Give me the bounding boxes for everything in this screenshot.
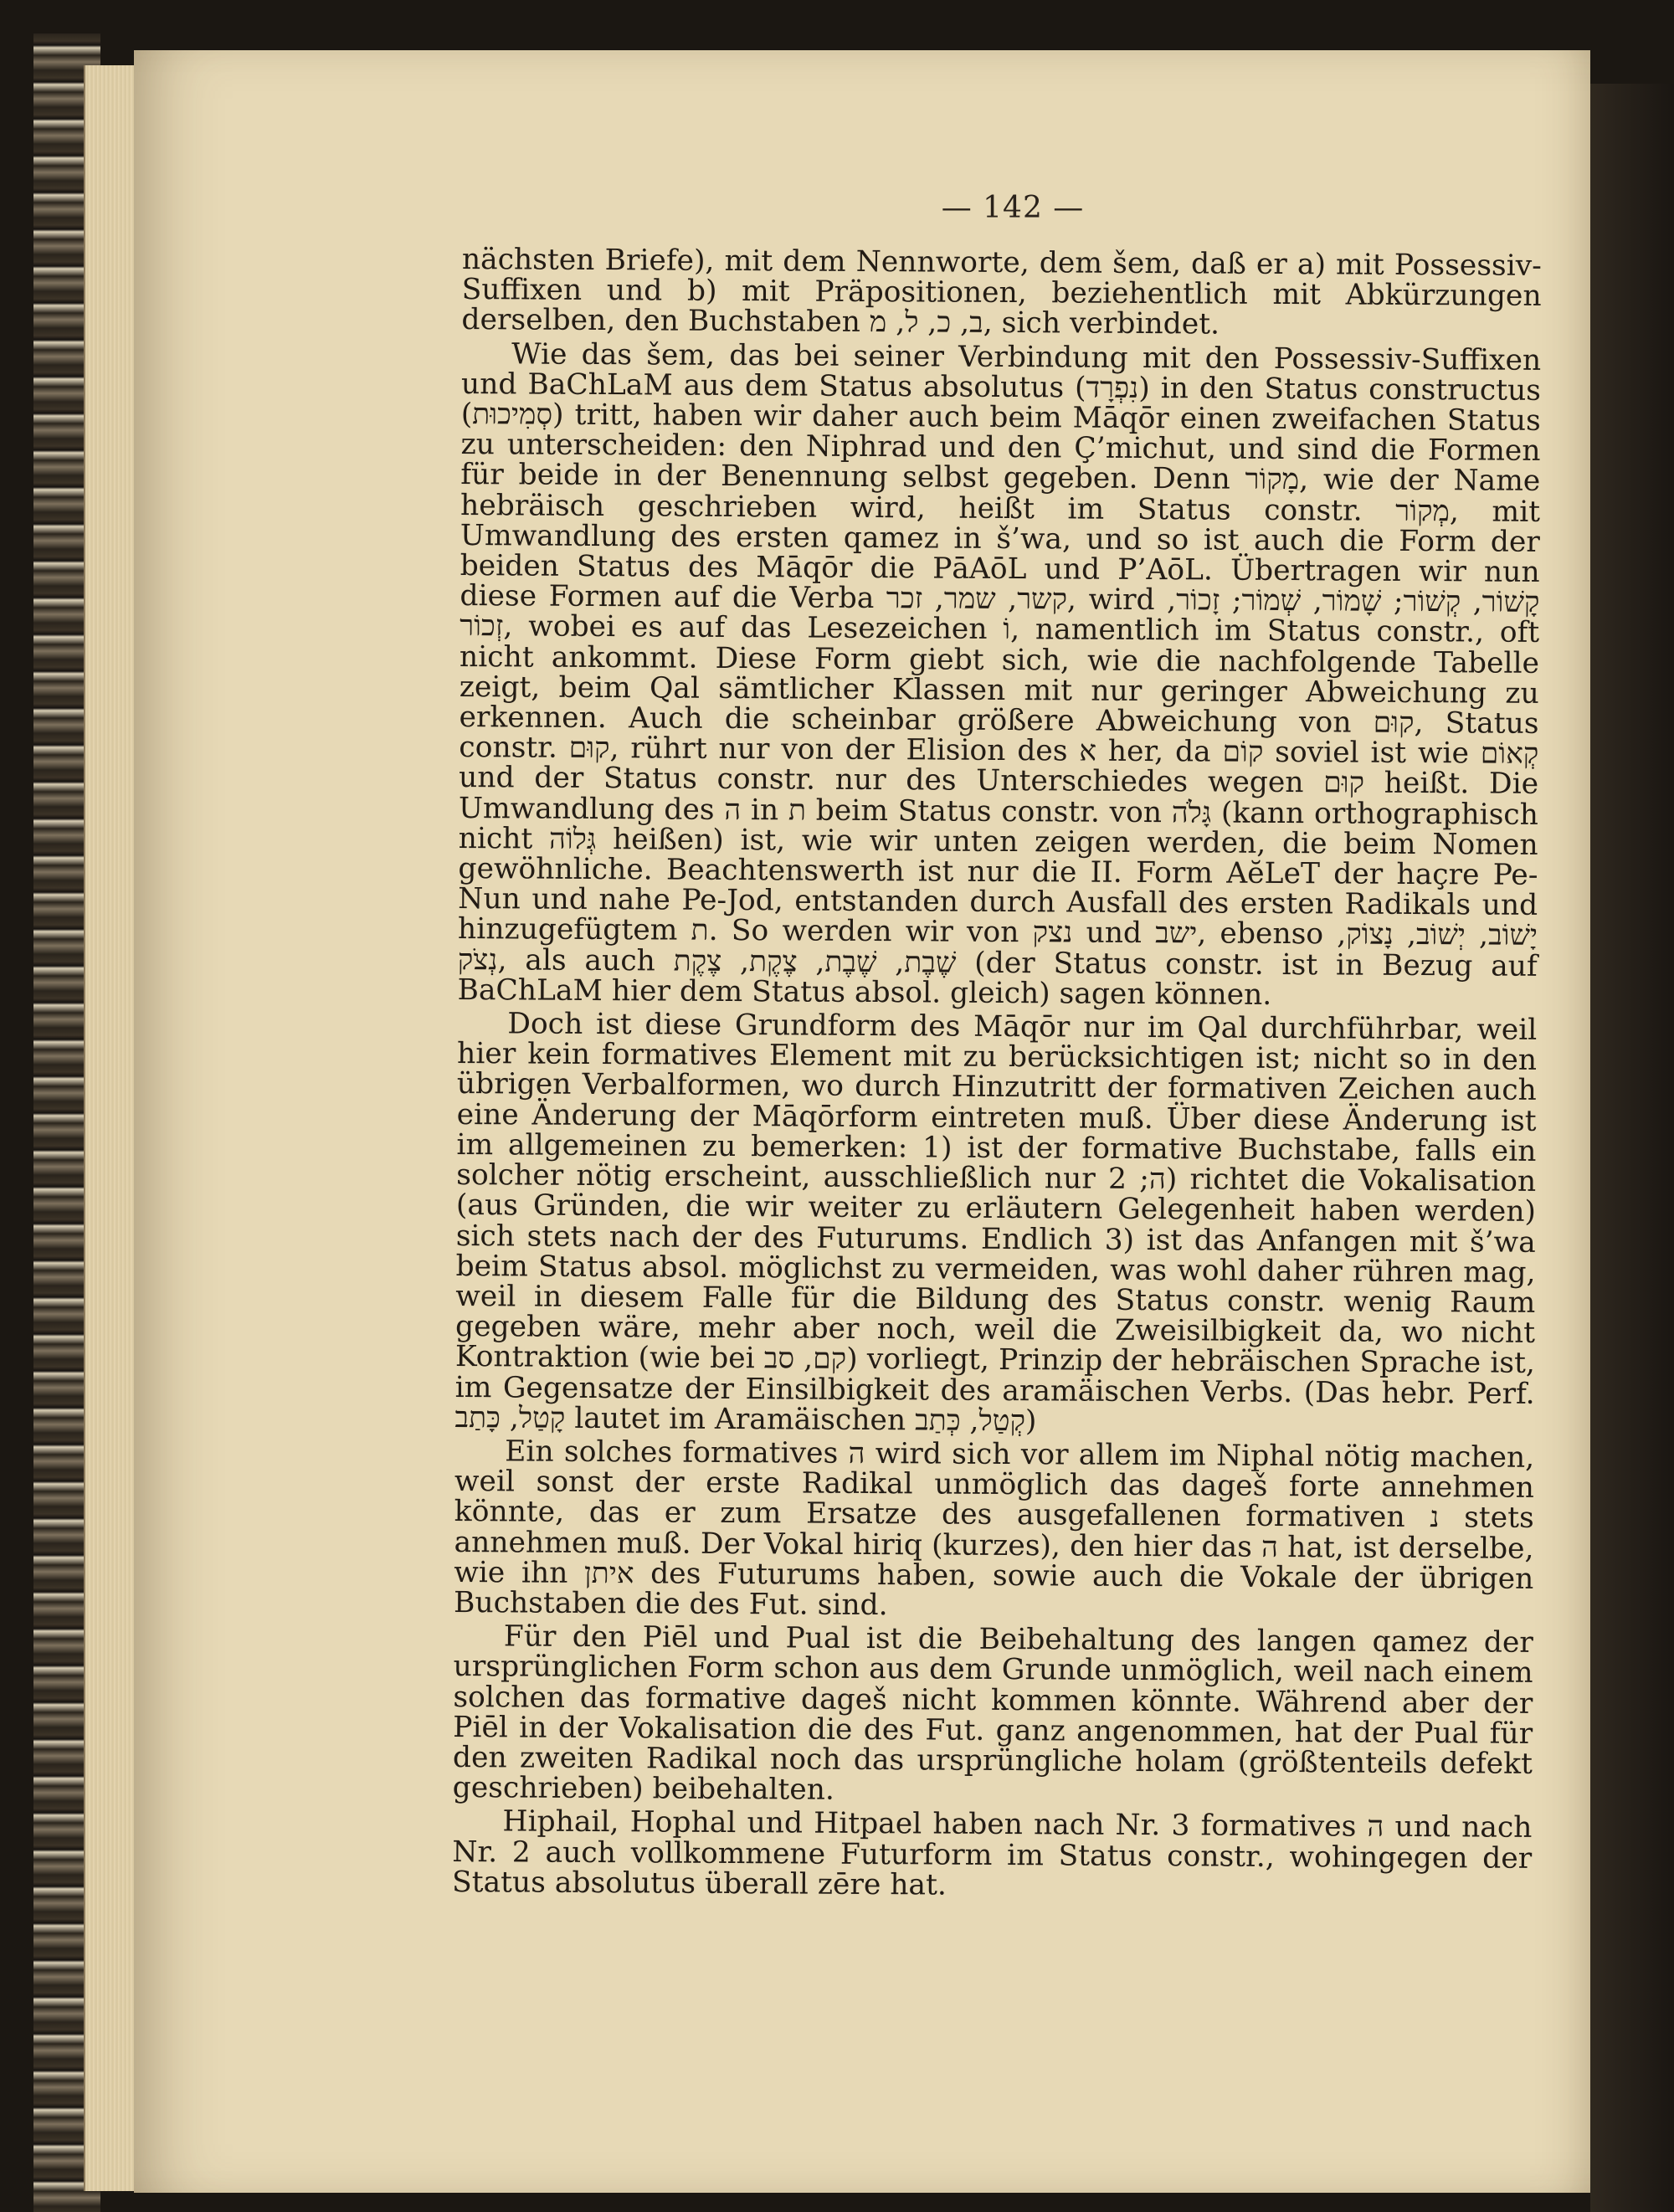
paragraph: Doch ist diese Grundform des Māqōr nur im Qal durchführbar, weil hier kein formatives Element mit zu berücksichtigen ist; nicht so in den übrigen Verbalformen, wo durch Hinzutritt der formativen Zeichen auch eine Änderung der Māqōrform eintreten muß. Über diese Änderung ist im allgemeinen zu bemerken: 1) ist der formative Buchstabe, falls ein solcher nötig erscheint, ausschließlich nur ה; 2) richtet die Vokalisation (aus Gründen, die wir weiter zu erläutern Gelegenheit haben werden) sich stets nach der des Futurums. Endlich 3) ist das Anfangen mit š’wa beim Status absol. möglichst zu vermeiden, was wohl daher rühren mag, weil in diesem Falle für die Bildung des Status constr. wenig Raum gegeben wäre, mehr aber noch, weil die Zweisilbigkeit da, wo nicht Kontraktion (wie bei קם, סב) vorliegt, Prinzip der hebräischen Sprache ist, im Gegensatze der Einsilbigkeit des aramäischen Verbs. (Das hebr. Perf. קָטַל, כָּתַב lautet im Aramäischen קְטַל, כְּתַב): [454, 1007, 1538, 1438]
paragraph: Wie das šem, das bei seiner Verbindung mit den Possessiv-Suffixen und BaChLaM aus dem Status absolutus (נִפְרָד) in den Status constructus (סְמִיכוּת) tritt, haben wir daher auch beim Māqōr einen zweifachen Status zu unterscheiden: den Niphrad und den Ç’michut, und sind die Formen für beide in der Benennung selbst gegeben. Denn מָקוֹר, wie der Name hebräisch geschrieben wird, heißt im Status constr. מְקוֹר, mit Umwandlung des ersten qamez in š’wa, und so ist auch die Form der beiden Status des Māqōr die PāAōL und P’AōL. Übertragen wir nun diese Formen auf die Verba קשר, שמר, זכר, wird קָשׁוֹר, קְשׁוֹר; שָׁמוֹר, שְׁמוֹר; זָכוֹר, זְכוֹר, wobei es auf das Lesezeichen וֹ, namentlich im Status constr., oft nicht ankommt. Diese Form giebt sich, wie die nachfolgende Tabelle zeigt, beim Qal sämtlicher Klassen mit nur geringer Abweichung zu erkennen. Auch die scheinbar größere Abweichung von קוּם, Status constr. קוּם, rührt nur von der Elision des א her, da קוֹם soviel ist wie קְאוֹם und der Status constr. nur des Unterschiedes wegen קוּם heißt. Die Umwandlung des ה in ת beim Status constr. von גָּלֹה (kann orthographisch nicht גְּלוֹה heißen) ist, wie wir unten zeigen werden, die beim Nomen gewöhnliche. Beachtenswerth ist nur die II. Form AĕLeT der haçre Pe-Nun und nahe Pe-Jod, entstanden durch Ausfall des ersten Radikals und hinzugefügtem ת. So werden wir von נצק und ישב, ebenso יָשׁוֹב, יְשׁוֹב, נָצוֹק, נְצֹק, als auch שֶׁבֶת, שֶׁבֶת, צֶקֶת, צֶקֶת (der Status constr. ist in Bezug auf BaChLaM hier dem Status absol. gleich) sagen können.: [457, 336, 1542, 1012]
paragraph: Ein solches formatives ה wird sich vor allem im Niphal nötig machen, weil sonst der erste Radikal unmöglich das dageš forte annehmen könnte, das er zum Ersatze des ausgefallenen formativen נ stets annehmen muß. Der Vokal hiriq (kurzes), den hier das ה hat, ist derselbe, wie ihn איתן des Futurums haben, sowie auch die Vokale der übrigen Buchstaben die des Fut. sind.: [453, 1434, 1535, 1623]
paragraph: Hiphail, Hophal und Hitpael haben nach Nr. 3 formatives ה und nach Nr. 2 auch vollkommene Futurform im Status constr., wohingegen der Status absolutus überall zēre hat.: [451, 1804, 1533, 1902]
page-body: [452, 244, 1542, 1907]
book-gutter: [1590, 84, 1674, 2212]
paragraph: nächsten Briefe), mit dem Nennworte, dem šem, daß er a) mit Possessiv-Suffixen und b) mit Präpositionen, beziehentlich mit Abkürzungen derselben, den Buchstaben ב, כ, ל, מ, sich verbindet.: [461, 243, 1542, 341]
page-number: — 142 —: [941, 191, 1085, 225]
paragraph: Für den Piēl und Pual ist die Beibehaltung des langen qamez der ursprünglichen Form schon aus dem Grunde unmöglich, weil nach einem solchen das formative dageš nicht kommen könnte. Während aber der Piēl in der Vokalisation die des Fut. ganz angenommen, hat der Pual für den zweiten Radikal noch das ursprüngliche holam (größtenteils defekt geschrieben) beibehalten.: [452, 1619, 1533, 1807]
